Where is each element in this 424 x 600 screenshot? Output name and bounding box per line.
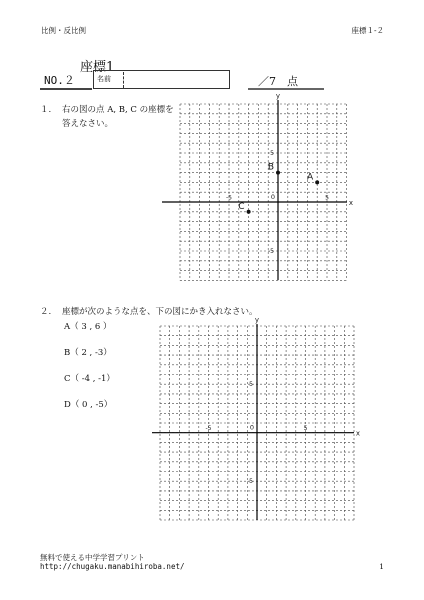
grid2-tick-y-neg: -5 (247, 478, 253, 486)
grid1-tick-x-neg: -5 (226, 194, 232, 202)
name-field[interactable] (93, 70, 230, 89)
grid1-y-axis-label: y (275, 92, 281, 100)
grid1-tick-y-neg: -5 (268, 248, 274, 255)
point-c-marker (247, 210, 251, 214)
question-1-text-line-1: 右の図の点 A, B, C の座標を (62, 105, 174, 115)
grid2-tick-x-pos: 5 (303, 425, 308, 433)
page-number: 1 (379, 562, 384, 571)
coordinate-grid-1 (160, 92, 355, 282)
point-b-coordinates: B（ 2 , -3） (64, 348, 112, 358)
grid2-y-axis-label: y (254, 316, 260, 324)
score-underline (248, 88, 324, 90)
number-underline (40, 88, 92, 90)
grid1-tick-x-pos: 5 (325, 194, 329, 202)
coordinate-grid-2[interactable] (150, 316, 362, 522)
point-a-marker (315, 180, 319, 184)
question-1-text-line-2: 答えなさい。 (62, 119, 114, 129)
grid1-x-axis-label: x (348, 199, 354, 207)
footer-url[interactable]: http://chugaku.manabihiroba.net/ (40, 562, 185, 571)
point-b-label: B (267, 162, 274, 173)
point-d-coordinates: D（ 0 , -5） (64, 400, 113, 410)
header-sheet-id: 座標１-２ (351, 26, 384, 35)
name-divider (123, 72, 124, 88)
page-title: 座標1 (80, 60, 115, 75)
question-2-number: ２. (40, 307, 52, 317)
point-a-coordinates: A（ 3 , 6 ） (64, 322, 112, 332)
footer-site-name: 無料で使える中学学習プリント (40, 553, 145, 562)
point-c-coordinates: C（ -4 , -1） (64, 374, 115, 384)
grid2-x-axis-label: x (355, 429, 361, 438)
point-a-label: A (307, 172, 314, 183)
header-unit: 比例・反比例 (41, 26, 86, 35)
point-c-label: C (238, 201, 245, 212)
name-label: 名前 (97, 75, 111, 83)
grid2-tick-y-pos: 5 (249, 381, 253, 389)
grid2-tick-x-neg: -5 (205, 425, 212, 433)
sheet-number: NO.２ (44, 74, 75, 87)
grid1-origin-label: 0 (270, 193, 275, 201)
score-label: ／7 点 (258, 75, 298, 88)
grid2-origin-label: 0 (249, 423, 254, 432)
question-1-number: １. (40, 105, 52, 115)
point-b-marker (276, 171, 280, 175)
grid1-tick-y-pos: 5 (270, 150, 274, 157)
question-2-text: 座標が次のような点を、下の図にかき入れなさい。 (62, 307, 258, 317)
